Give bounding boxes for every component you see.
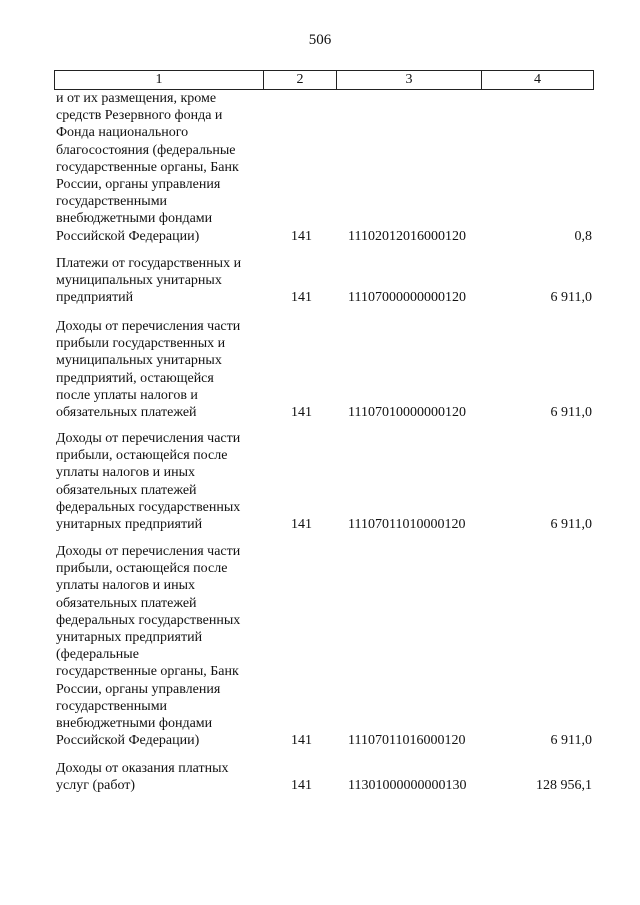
- header-col-1: 1: [55, 71, 264, 89]
- description-line: предприятий: [56, 290, 134, 306]
- description-line: муниципальных унитарных: [56, 353, 222, 369]
- row-classification-number: 11107011010000120: [348, 517, 466, 532]
- row-code: 141: [291, 778, 312, 794]
- description-line: Доходы от перечисления части: [56, 319, 241, 334]
- row-description: [56, 255, 261, 307]
- description-line: федеральных государственных: [56, 499, 241, 515]
- description-line: государственными: [56, 194, 168, 210]
- row-description: [56, 543, 261, 749]
- description-line: уплаты налогов и иных: [56, 578, 196, 594]
- description-line: внебюджетными фондами: [56, 211, 213, 227]
- description-line: обязательных платежей: [56, 405, 197, 421]
- description-line: обязательных платежей: [56, 482, 197, 498]
- description-line: услуг (работ): [56, 778, 136, 794]
- description-line: Доходы от перечисления части: [56, 544, 241, 559]
- row-amount: 128 956,1: [536, 778, 592, 794]
- row-code: 141: [291, 228, 312, 244]
- row-description: [56, 760, 261, 794]
- description-line: (федеральные: [56, 647, 139, 663]
- header-col-3: 3: [337, 71, 482, 89]
- description-line: государственные органы, Банк: [56, 159, 239, 175]
- row-classification-number: 11107011016000120: [348, 733, 466, 749]
- row-code: 141: [291, 405, 312, 420]
- row-amount: 6 911,0: [550, 733, 592, 749]
- description-line: обязательных платежей: [56, 595, 197, 611]
- row-classification-number: 11107010000000120: [348, 405, 466, 420]
- description-line: после уплаты налогов и: [56, 387, 198, 403]
- row-amount: 6 911,0: [550, 517, 592, 532]
- row-code: 141: [291, 517, 312, 532]
- page-number: 506: [308, 32, 332, 48]
- table-header: [54, 70, 594, 90]
- row-amount: 6 911,0: [550, 290, 592, 306]
- description-line: уплаты налогов и иных: [56, 465, 196, 481]
- row-code: 141: [291, 733, 312, 749]
- description-line: Российской Федерации): [56, 228, 200, 244]
- description-line: средств Резервного фонда и: [56, 108, 223, 124]
- description-line: Платежи от государственных и: [56, 256, 242, 271]
- row-amount: 0,8: [574, 228, 592, 244]
- row-classification-number: 11301000000000130: [348, 778, 467, 794]
- description-line: России, органы управления: [56, 177, 221, 193]
- row-description: [56, 430, 261, 533]
- description-line: благосостояния (федеральные: [56, 142, 236, 158]
- description-line: муниципальных унитарных: [56, 273, 222, 289]
- description-line: России, органы управления: [56, 681, 221, 697]
- description-line: предприятий, остающейся: [56, 370, 214, 386]
- description-line: прибыли, остающейся после: [56, 561, 228, 577]
- description-line: государственными: [56, 698, 168, 714]
- description-line: унитарных предприятий: [56, 517, 203, 533]
- row-description: [56, 90, 261, 245]
- description-line: Доходы от оказания платных: [56, 761, 229, 776]
- row-description: [56, 318, 261, 421]
- description-line: Доходы от перечисления части: [56, 431, 241, 446]
- description-line: федеральных государственных: [56, 612, 241, 628]
- description-line: и от их размещения, кроме: [56, 91, 217, 106]
- row-code: 141: [291, 290, 312, 306]
- description-line: государственные органы, Банк: [56, 664, 239, 680]
- row-amount: 6 911,0: [550, 405, 592, 420]
- description-line: Российской Федерации): [56, 733, 200, 749]
- description-line: Фонда национального: [56, 125, 189, 141]
- row-classification-number: 11102012016000120: [348, 228, 466, 244]
- header-col-4: 4: [534, 72, 541, 87]
- header-col-2: 2: [264, 71, 337, 89]
- row-classification-number: 11107000000000120: [348, 290, 466, 306]
- description-line: внебюджетными фондами: [56, 716, 213, 732]
- description-line: прибыли государственных и: [56, 336, 226, 352]
- description-line: унитарных предприятий: [56, 630, 203, 646]
- description-line: прибыли, остающейся после: [56, 448, 228, 464]
